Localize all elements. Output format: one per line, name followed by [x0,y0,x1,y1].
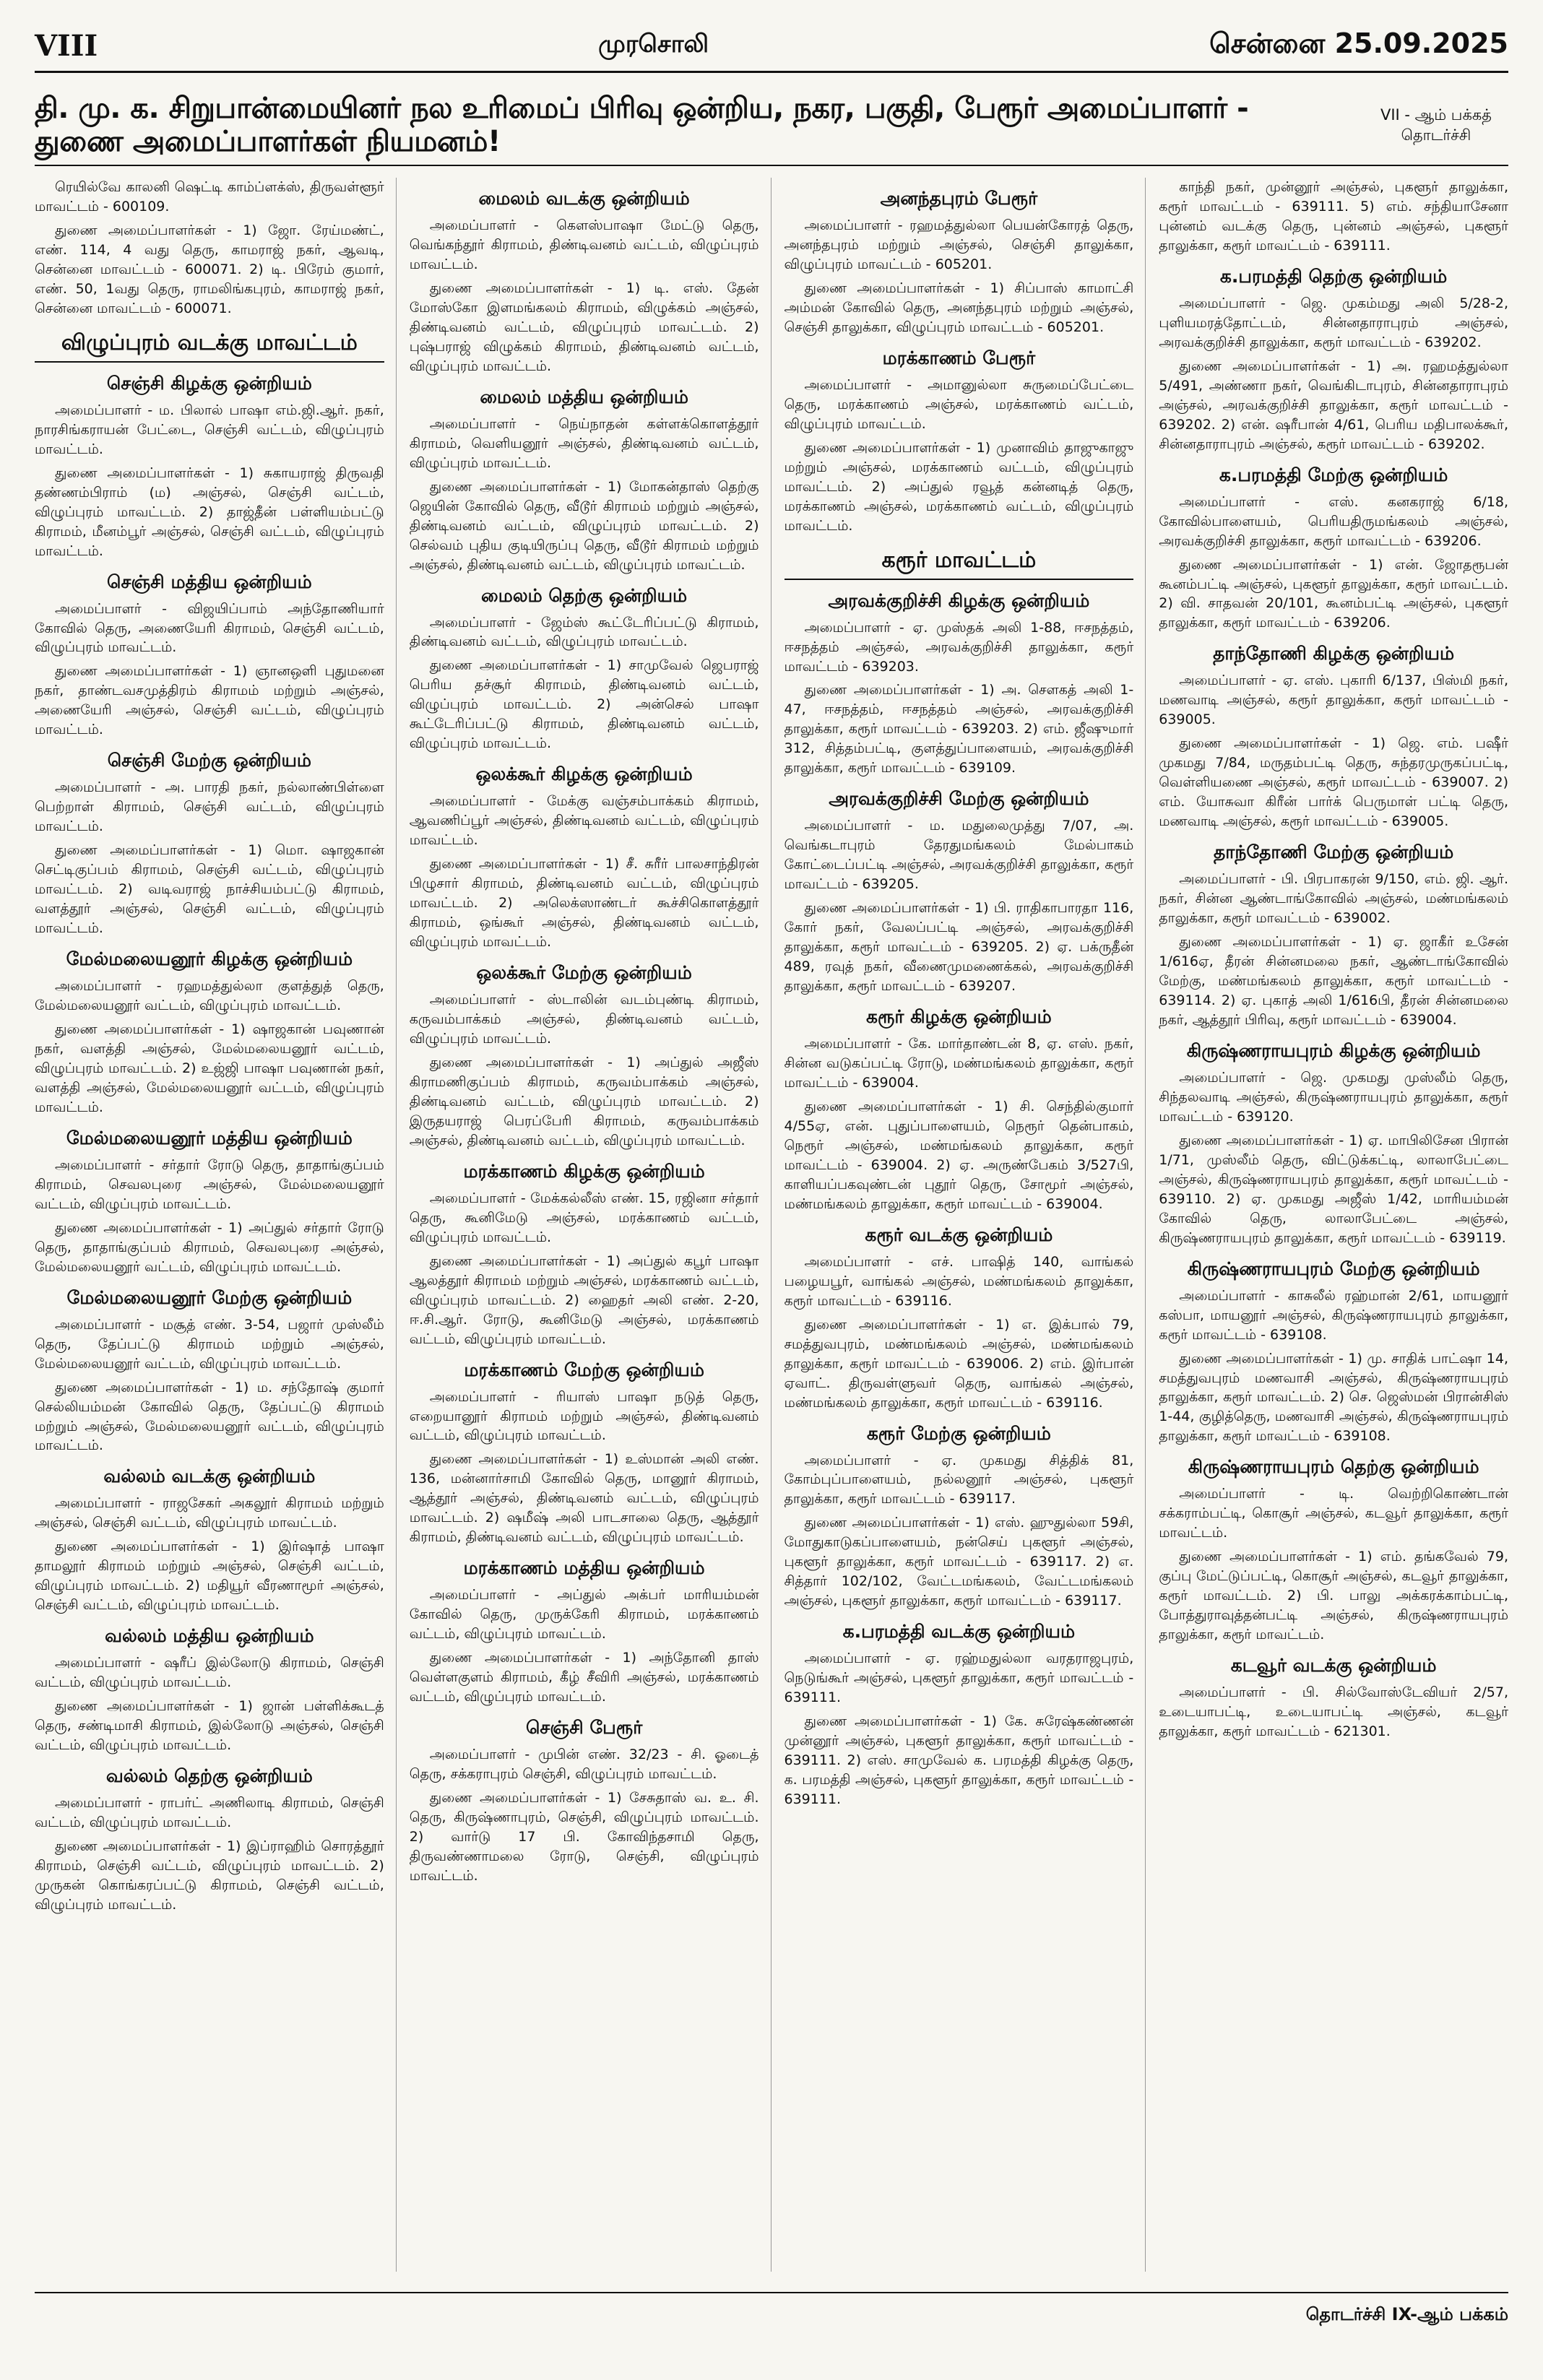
union-heading: கடவூர் வடக்கு ஒன்றியம் [1230,1655,1437,1676]
union-heading: கரூர் மேற்கு ஒன்றியம் [866,1422,1051,1444]
appointment-entry: துணை அமைப்பாளர்கள் - 1) சிப்பாஸ் காமாட்சி அம்மன் கோவில் தெரு, அனந்தபுரம் மற்றும் அஞ்சல், செஞ்சி தாலுக்கா, விழுப்புரம் மாவட்டம் - 605201. [784,280,1134,335]
union-heading: செஞ்சி மேற்கு ஒன்றியம் [107,750,312,771]
headline-row [35,85,1508,166]
article-column [410,178,772,2272]
appointment-entry: அமைப்பாளர் - கே. மார்தாண்டன் 8, ஏ. எஸ். நகர், சின்ன வடுகப்பட்டி ரோடு, மண்மங்கலம் தாலுக்கா, கரூர் மாவட்டம் - 639004. [784,1036,1134,1091]
appointment-entry: துணை அமைப்பாளர்கள் - 1) அப்துல் கபூர் பாஷா ஆலத்தூர் கிராமம் மற்றும் அஞ்சல், மரக்காணம் வட்டம், விழுப்புரம் மாவட்டம். 2) ஹைதர் அலி எண். 2-20, ஈ.சி.ஆர். ரோடு, கூனிமேடு அஞ்சல், மரக்காணம் வட்டம், விழுப்புரம் மாவட்டம். [409,1252,759,1347]
appointment-entry: அமைப்பாளர் - மேக்கல்லீஸ் எண். 15, ரஜினா சர்தார் தெரு, கூனிமேடு அஞ்சல், மரக்காணம் வட்டம், விழுப்புரம் மாவட்டம். [409,1190,759,1245]
masthead [35,20,1508,73]
appointment-entry: துணை அமைப்பாளர்கள் - 1) எ. இக்பால் 79, சமத்துவபுரம், மண்மங்கலம் அஞ்சல், மண்மங்கலம் தாலுக்கா, கரூர் மாவட்டம் - 639006. 2) எம். இர்பான் ஏவாட். திருவள்ளுவர் தெரு, வாங்கல் அஞ்சல், மண்மங்கலம் தாலுக்கா, கரூர் மாவட்டம் - 639116. [784,1316,1134,1411]
appointment-entry: துணை அமைப்பாளர்கள் - 1) டி. எஸ். தேன் மோஸ்கோ இளமங்கலம் கிராமம், விழுக்கம் அஞ்சல், திண்டிவனம் வட்டம், விழுப்புரம் மாவட்டம். 2) புஷ்பராஜ் விழுக்கம் கிராமம், திண்டிவனம் வட்டம், விழுப்புரம் மாவட்டம். [409,280,759,374]
appointment-entry: துணை அமைப்பாளர்கள் - 1) சாமுவேல் ஜெபராஜ் பெரிய தச்சூர் கிராமம், திண்டிவனம் வட்டம், விழுப்புரம் மாவட்டம். 2) அன்செல் பாஷா கூட்டேரிப்பட்டு கிராமம், திண்டிவனம் வட்டம், விழுப்புரம் மாவட்டம். [409,657,759,752]
appointment-entry: அமைப்பாளர் - ம. மதுலைமுத்து 7/07, அ. வெங்கடாபுரம் தேரதுமங்கலம் மேல்பாகம் கோட்டைப்பட்டி அஞ்சல், அரவக்குறிச்சி தாலுக்கா, கரூர் மாவட்டம் - 639205. [784,818,1134,893]
appointment-entry: அமைப்பாளர் - ஏ. எஸ். புகாரி 6/137, பிஸ்மி நகர், மணவாடி அஞ்சல், கரூர் தாலுக்கா, கரூர் மாவட்டம் - 639005. [1159,672,1508,728]
union-heading: க.பரமத்தி வடக்கு ஒன்றியம் [842,1621,1076,1643]
appointment-entry: துணை அமைப்பாளர்கள் - 1) உஸ்மான் அலி எண். 136, மன்னார்சாமி கோவில் தெரு, மானூர் கிராமம், ஆத்தூர் அஞ்சல், திண்டிவனம் வட்டம், விழுப்புரம் மாவட்டம். 2) ஷமீஷ் அலி பாடசாலை தெரு, ஆத்தூர் கிராமம், திண்டிவனம் வட்டம், விழுப்புரம் மாவட்டம். [409,1451,759,1546]
appointment-entry: துணை அமைப்பாளர்கள் - 1) எம். தங்கவேல் 79, குப்பு மேட்டுப்பட்டி, கொசூர் அஞ்சல், கடவூர் தாலுக்கா, கரூர் மாவட்டம். 2) பி. பாலு அக்கரக்காம்பட்டி, போத்துராவுத்தன்பட்டி அஞ்சல், கிருஷ்ணராயபுரம் தாலுக்கா, கரூர் மாவட்டம். [1159,1549,1508,1643]
appointment-entry: அமைப்பாளர் - அப்துல் அக்பர் மாரியம்மன் கோவில் தெரு, முருக்கேரி கிராமம், மரக்காணம் வட்டம், விழுப்புரம் மாவட்டம். [409,1587,759,1643]
appointment-entry: அமைப்பாளர் - ராபர்ட் அணிலாடி கிராமம், செஞ்சி வட்டம், விழுப்புரம் மாவட்டம். [35,1795,384,1831]
appointment-entry: துணை அமைப்பாளர்கள் - 1) ஜெ. எம். பஷீர் முகமது 7/84, மருதம்பட்டி தெரு, சுந்தரமுருகப்பட்டி, வெள்ளியணை அஞ்சல், கரூர் மாவட்டம் - 639007. 2) எம். யோசுவா கிரீன் பார்க் பெருமாள் பட்டி தெரு, மணவாடி அஞ்சல், கரூர் மாவட்டம் - 639005. [1159,735,1508,830]
appointment-entry: துணை அமைப்பாளர்கள் - 1) மோகன்தாஸ் தெற்கு ஜெயின் கோவில் தெரு, வீடூர் கிராமம் மற்றும் அஞ்சல், திண்டிவனம் வட்டம், விழுப்புரம் மாவட்டம். 2) செல்வம் புதிய குடியிருப்பு தெரு, வீடூர் கிராமம் மற்றும் அஞ்சல், திண்டிவனம் வட்டம், விழுப்புரம் மாவட்டம். [409,478,759,573]
appointment-entry: துணை அமைப்பாளர்கள் - 1) மு. சாதிக் பாட்ஷா 14, சமத்துவபுரம் மணவாசி அஞ்சல், கிருஷ்ணராயபுரம் தாலுக்கா, கரூர் மாவட்டம். 2) செ. ஜெஸ்மன் பிரான்சிஸ் 1-44, குழித்தெரு, மணவாசி அஞ்சல், கிருஷ்ணராயபுரம் தாலுக்கா, கரூர் மாவட்டம் - 639108. [1159,1350,1508,1445]
appointment-entry: அமைப்பாளர் - சர்தார் ரோடு தெரு, தாதாங்குப்பம் கிராமம், செவலபுரை அஞ்சல், மேல்மலையனூர் வட்டம், விழுப்புரம் மாவட்டம். [35,1156,384,1212]
appointment-entry: துணை அமைப்பாளர்கள் - 1) அ. ரஹமத்துல்லா 5/491, அண்ணா நகர், வெங்கிடாபுரம், சின்னதாராபுரம் அஞ்சல், அரவக்குறிச்சி தாலுக்கா, கரூர் மாவட்டம் - 639202. 2) என். ஷரீபான் 4/61, பெரிய மதிபாலக்கூர், சின்னதாராபுரம் அஞ்சல், கரூர் மாவட்டம் - 639202. [1159,358,1508,452]
appointment-entry: அமைப்பாளர் - ஷரீப் இல்லோடு கிராமம், செஞ்சி வட்டம், விழுப்புரம் மாவட்டம். [35,1655,384,1691]
union-heading: கரூர் வடக்கு ஒன்றியம் [865,1224,1053,1245]
appointment-entry: துணை அமைப்பாளர்கள் - 1) அ. செளகத் அலி 1-47, ஈசநத்தம், ஈசநத்தம் அஞ்சல், அரவக்குறிச்சி தாலுக்கா, கரூர் மாவட்டம் - 639203. 2) எம். ஜீஷுமார் 312, சித்தம்பட்டி, குளத்துப்பாளையம், அரவக்குறிச்சி தாலுக்கா, கரூர் மாவட்டம் - 639109. [784,682,1134,776]
union-heading: வல்லம் தெற்கு ஒன்றியம் [105,1765,313,1787]
union-heading: மரக்காணம் மேற்கு ஒன்றியம் [464,1359,704,1380]
appointment-entry: துணை அமைப்பாளர்கள் - 1) ஜோ. ரேய்மண்ட், எண். 114, 4 வது தெரு, காமராஜ் நகர், ஆவடி, சென்னை மாவட்டம் - 600071. 2) டி. பிரேம் குமார், எண். 50, 1வது தெரு, ராமலிங்கபுரம், காமராஜ் நகர், சென்னை மாவட்டம் - 600071. [35,222,384,316]
article-column [35,178,397,2272]
appointment-entry: அமைப்பாளர் - ஏ. முகமது சித்திக் 81, கோம்புப்பாளையம், நல்லனூர் அஞ்சல், புகளூர் தாலுக்கா, கரூர் மாவட்டம் - 639117. [784,1452,1134,1507]
appointment-entry: ரெயில்வே காலனி ஷெட்டி காம்ப்ளக்ஸ், திருவள்ளூர் மாவட்டம் - 600109. [35,179,384,215]
paper-name: முரசொலி [598,30,709,59]
union-heading: தாந்தோணி கிழக்கு ஒன்றியம் [1213,643,1455,665]
appointment-entry: அமைப்பாளர் - நெய்நாதன் கள்ளக்கொளத்தூர் கிராமம், வெளியனூர் அஞ்சல், திண்டிவனம் வட்டம், விழுப்புரம் மாவட்டம். [409,415,759,471]
appointment-entry: அமைப்பாளர் - ஜேம்ஸ் கூட்டேரிப்பட்டு கிராமம், திண்டிவனம் வட்டம், விழுப்புரம் மாவட்டம். [409,614,759,650]
appointment-entry: அமைப்பாளர் - ம. பிலால் பாஷா எம்.ஜி.ஆர். நகர், நாரசிங்கராயன் பேட்டை, செஞ்சி வட்டம், விழுப்புரம் மாவட்டம். [35,402,384,457]
union-heading: மேல்மலையனூர் மத்திய ஒன்றியம் [66,1127,353,1148]
appointment-entry: துணை அமைப்பாளர்கள் - 1) இர்ஷாத் பாஷா தாமலூர் கிராமம் மற்றும் அஞ்சல், செஞ்சி வட்டம், விழுப்புரம் மாவட்டம். 2) மதியூர் வீரணாமூர் அஞ்சல், செஞ்சி வட்டம், விழுப்புரம் மாவட்டம். [35,1539,384,1614]
appointment-entry: துணை அமைப்பாளர்கள் - 1) முனாவிம் தாஜுகாஜு மற்றும் அஞ்சல், மரக்காணம் வட்டம், விழுப்புரம் மாவட்டம். 2) அப்துல் ரவூத் கன்னடித் தெரு, மரக்காணம் அஞ்சல், மரக்காணம் வட்டம், விழுப்புரம் மாவட்டம். [784,439,1134,534]
union-heading: மேல்மலையனூர் கிழக்கு ஒன்றியம் [66,948,353,970]
appointment-entry: அமைப்பாளர் - அ. பாரதி நகர், நல்லாண்பிள்ளை பெற்றாள் கிராமம், செஞ்சி வட்டம், விழுப்புரம் மாவட்டம். [35,779,384,835]
appointment-entry: துணை அமைப்பாளர்கள் - 1) சீ. சுரீர் பாலசாந்திரன் பிழுசார் கிராமம், திண்டிவனம் வட்டம், விழுப்புரம் மாவட்டம். 2) அலெக்ஸாண்டர் கூச்சிகொளத்தூர் கிராமம், ஒங்கூர் அஞ்சல், திண்டிவனம் வட்டம், விழுப்புரம் மாவட்டம். [409,856,759,951]
appointment-entry: அமைப்பாளர் - பி. சில்வோஸ்டேவியர் 2/57, உடையாபட்டி, உடையாபட்டி அஞ்சல், கடவூர் தாலுக்கா, கரூர் மாவட்டம் - 621301. [1159,1684,1508,1740]
continuation-note: VII - ஆம் பக்கத் தொடர்ச்சி [1380,105,1492,144]
appointment-entry: அமைப்பாளர் - காசுலீல் ரஹ்மான் 2/61, மாயனூர் கஸ்பா, மாயனூர் அஞ்சல், கிருஷ்ணராயபுரம் தாலுக்கா, கரூர் மாவட்டம் - 639108. [1159,1287,1508,1343]
appointment-entry: அமைப்பாளர் - எஸ். கனகராஜ் 6/18, கோவில்பாளையம், பெரியதிருமங்கலம் அஞ்சல், அரவக்குறிச்சி தாலுக்கா, கரூர் மாவட்டம் - 639206. [1159,493,1508,549]
appointment-entry: துணை அமைப்பாளர்கள் - 1) அப்துல் சர்தார் ரோடு தெரு, தாதாங்குப்பம் கிராமம், செவலபுரை அஞ்சல், மேல்மலையனூர் வட்டம், விழுப்புரம் மாவட்டம். [35,1219,384,1275]
article-columns [35,178,1508,2272]
union-heading: க.பரமத்தி மேற்கு ஒன்றியம் [1219,464,1448,485]
appointment-entry: அமைப்பாளர் - மேக்கு வஞ்சம்பாக்கம் கிராமம், ஆவணிப்பூர் அஞ்சல், திண்டிவனம் வட்டம், விழுப்புரம் மாவட்டம். [409,793,759,849]
union-heading: அனந்தபுரம் பேரூர் [880,188,1038,209]
appointment-entry: அமைப்பாளர் - ஜெ. முகம்மது அலி 5/28-2, புளியமரத்தோட்டம், சின்னதாராபுரம் அஞ்சல், அரவக்குறிச்சி தாலுக்கா, கரூர் மாவட்டம் - 639202. [1159,295,1508,350]
appointment-entry: துணை அமைப்பாளர்கள் - 1) ஷாஜகான் பவுணான் நகர், வளத்தி அஞ்சல், மேல்மலையனூர் வட்டம், விழுப்புரம் மாவட்டம். 2) உஜ்ஜி பாஷா பவுணான் நகர், வளத்தி அஞ்சல், மேல்மலையனூர் வட்டம், விழுப்புரம் மாவட்டம். [35,1021,384,1115]
page-number: VIII [35,28,98,63]
appointment-entry: அமைப்பாளர் - மசூத் எண். 3-54, பஜார் முஸ்லீம் தெரு, தேப்பட்டு கிராமம் மற்றும் அஞ்சல், மேல்மலையனூர் வட்டம், விழுப்புரம் மாவட்டம். [35,1316,384,1372]
union-heading: வல்லம் மத்திய ஒன்றியம் [105,1625,314,1647]
appointment-entry: அமைப்பாளர் - விஜயிப்பாம் அந்தோணியார் கோவில் தெரு, அணையேரி கிராமம், செஞ்சி வட்டம், விழுப்புரம் மாவட்டம். [35,600,384,656]
appointment-entry: துணை அமைப்பாளர்கள் - 1) கே. சுரேஷ்கண்ணன் முன்னூர் அஞ்சல், புகளூர் தாலுக்கா, கரூர் மாவட்டம் - 639111. 2) எஸ். சாமுவேல் க. பரமத்தி கிழக்கு தெரு, க. பரமத்தி அஞ்சல், புகளூர் தாலுக்கா, கரூர் மாவட்டம் - 639111. [784,1713,1134,1808]
district-heading: கரூர் மாவட்டம் [785,548,1134,580]
appointment-entry: துணை அமைப்பாளர்கள் - 1) ஏ. ஜாகீர் உசேன் 1/616ஏ, தீரன் சின்னமலை நகர், ஆண்டாங்கோவில் மேற்கு, மண்மங்கலம் தாலுக்கா, கரூர் மாவட்டம் - 639114. 2) ஏ. புகாத் அலி 1/616பி, தீரன் சின்னமலை நகர், ஆத்தூர் பிரிவு, கரூர் மாவட்டம் - 639004. [1159,934,1508,1028]
article-column [785,178,1146,2272]
dateline: சென்னை 25.09.2025 [1209,27,1508,59]
union-heading: செஞ்சி கிழக்கு ஒன்றியம் [106,372,312,394]
appointment-entry: துணை அமைப்பாளர்கள் - 1) ம. சந்தோஷ் குமார் செல்லியம்மன் கோவில் தெரு, தேப்பட்டு கிராமம் மற்றும் அஞ்சல், மேல்மலையனூர் வட்டம், விழுப்புரம் மாவட்டம். [35,1379,384,1454]
union-heading: மைலம் மத்திய ஒன்றியம் [480,386,688,407]
appointment-entry: அமைப்பாளர் - அமானுல்லா சுருமைப்பேட்டை தெரு, மரக்காணம் அஞ்சல், மரக்காணம் வட்டம், விழுப்புரம் மாவட்டம். [784,376,1134,432]
union-heading: ஒலக்கூர் மேற்கு ஒன்றியம் [476,962,692,984]
union-heading: மைலம் வடக்கு ஒன்றியம் [478,188,690,209]
appointment-entry: துணை அமைப்பாளர்கள் - 1) சுகாயராஜ் திருவதி தண்ணம்பிராம் (ம) அஞ்சல், செஞ்சி வட்டம், விழுப்புரம் மாவட்டம். 2) தாஜ்தீன் பள்ளியம்பட்டு கிராமம், மீனம்பூர் அஞ்சல், செஞ்சி வட்டம், விழுப்புரம் மாவட்டம். [35,464,384,559]
appointment-entry: அமைப்பாளர் - ஸ்டாலின் வடம்புண்டி கிராமம், கருவம்பாக்கம் அஞ்சல், திண்டிவனம் வட்டம், விழுப்புரம் மாவட்டம். [409,992,759,1047]
union-heading: மேல்மலையனூர் மேற்கு ஒன்றியம் [66,1286,353,1308]
appointment-entry: துணை அமைப்பாளர்கள் - 1) ஏ. மாபிலிசேன பிரான் 1/71, முஸ்லீம் தெரு, விட்டுக்கட்டி, லாலாபேட்டை அஞ்சல், கிருஷ்ணராயபுரம் தாலுக்கா, கரூர் மாவட்டம் - 639110. 2) ஏ. முகமது அஜீஸ் 1/42, மாரியம்மன் கோவில் தெரு, லாலாபேட்டை அஞ்சல், கிருஷ்ணராயபுரம் தாலுக்கா, கரூர் மாவட்டம் - 639119. [1159,1132,1508,1246]
union-heading: செஞ்சி மத்திய ஒன்றியம் [107,571,312,592]
appointment-entry: அமைப்பாளர் - ஜெ. முகமது முஸ்லீம் தெரு, சிந்தலவாடி அஞ்சல், கிருஷ்ணராயபுரம் தாலுக்கா, கரூர் மாவட்டம் - 639120. [1159,1069,1508,1125]
appointment-entry: அமைப்பாளர் - ரஹமத்துல்லா பெயன்கோரத் தெரு, அனந்தபுரம் மற்றும் அஞ்சல், செஞ்சி தாலுக்கா, விழுப்புரம் மாவட்டம் - 605201. [784,217,1134,272]
appointment-entry: அமைப்பாளர் - ஏ. முஸ்தக் அலி 1-88, ஈசநத்தம், ஈசநத்தம் அஞ்சல், அரவக்குறிச்சி தாலுக்கா, கரூர் மாவட்டம் - 639203. [784,619,1134,675]
union-heading: கிருஷ்ணராயபுரம் மேற்கு ஒன்றியம் [1187,1258,1480,1279]
appointment-entry: துணை அமைப்பாளர்கள் - 1) சேசுதாஸ் வ. உ. சி. தெரு, கிருஷ்ணாபுரம், செஞ்சி, விழுப்புரம் மாவட்டம். 2) வார்டு 17 பி. கோவிந்தசாமி தெரு, திருவண்ணாமலை ரோடு, செஞ்சி, விழுப்புரம் மாவட்டம். [409,1790,759,1884]
continued-note: தொடர்ச்சி IX-ஆம் பக்கம் [1305,2303,1508,2324]
appointment-entry: அமைப்பாளர் - டி. வெற்றிகொண்டான் சக்கராம்பட்டி, கொசூர் அஞ்சல், கடவூர் தாலுக்கா, கரூர் மாவட்டம். [1159,1486,1508,1541]
appointment-entry: அமைப்பாளர் - ரஹமத்துல்லா குளத்துத் தெரு, மேல்மலையனூர் வட்டம், விழுப்புரம் மாவட்டம். [35,978,384,1014]
union-heading: செஞ்சி பேரூர் [525,1717,643,1739]
union-heading: க.பரமத்தி தெற்கு ஒன்றியம் [1219,265,1448,287]
union-heading: தாந்தோணி மேற்கு ஒன்றியம் [1213,841,1454,863]
appointment-entry: அமைப்பாளர் - எச். பாஷித் 140, வாங்கல் பழையபூர், வாங்கல் அஞ்சல், மண்மங்கலம் தாலுக்கா, கரூர் மாவட்டம் - 639116. [784,1253,1134,1309]
headline: தி. மு. க. சிறுபான்மையினர் நல உரிமைப் பிரிவு ஒன்றிய, நகர, பகுதி, பேரூர் அமைப்பாளர் - துணை அமைப்பாளர்கள் நியமனம்! [35,92,1249,158]
appointment-entry: அமைப்பாளர் - பி. பிரபாகரன் 9/150, எம். ஜி. ஆர். நகர், சின்ன ஆண்டாங்கோவில் அஞ்சல், மண்மங்கலம் தாலுக்கா, கரூர் மாவட்டம் - 639002. [1159,871,1508,927]
union-heading: ஒலக்கூர் கிழக்கு ஒன்றியம் [475,763,693,785]
appointment-entry: அமைப்பாளர் - கௌஸ்பாஷா மேட்டு தெரு, வெங்கந்தூர் கிராமம், திண்டிவனம் வட்டம், விழுப்புரம் மாவட்டம். [409,217,759,272]
union-heading: மரக்காணம் மத்திய ஒன்றியம் [463,1557,705,1579]
union-heading: கரூர் கிழக்கு ஒன்றியம் [865,1006,1052,1028]
union-heading: மைலம் தெற்கு ஒன்றியம் [481,584,688,606]
appointment-entry: காந்தி நகர், முன்னூர் அஞ்சல், புகளூர் தாலுக்கா, கரூர் மாவட்டம் - 639111. 5) எம். சந்தியாசேனா புன்னம் வடக்கு தெரு, புன்னம் அஞ்சல், புகளூர் தாலுக்கா, கரூர் மாவட்டம் - 639111. [1159,179,1508,254]
appointment-entry: துணை அமைப்பாளர்கள் - 1) சி. செந்தில்குமார் 4/55ஏ, என். புதுப்பாளையம், நெரூர் தென்பாகம், நெரூர் அஞ்சல், மண்மங்கலம் தாலுக்கா, கரூர் மாவட்டம் - 639004. 2) ஏ. அருண்பேகம் 3/527பி, காளியப்பகவுண்டன் புதூர் தெரு, சோமூர் அஞ்சல், மண்மங்கலம் தாலுக்கா, கரூர் மாவட்டம் - 639004. [784,1098,1134,1212]
appointment-entry: துணை அமைப்பாளர்கள் - 1) பி. ராதிகாபாரதா 116, கோர் நகர், வேலப்பட்டி அஞ்சல், அரவக்குறிச்சி தாலுக்கா, கரூர் மாவட்டம் - 639205. 2) ஏ. பக்ருதீன் 489, ரவுத் நகர், வீணைமுமணைக்கல், அரவக்குறிச்சி தாலுக்கா, கரூர் மாவட்டம் - 639207. [784,900,1134,995]
appointment-entry: துணை அமைப்பாளர்கள் - 1) ஜான் பள்ளிக்கூடத் தெரு, சண்டிமாசி கிராமம், இல்லோடு அஞ்சல், செஞ்சி வட்டம், விழுப்புரம் மாவட்டம். [35,1698,384,1754]
appointment-entry: துணை அமைப்பாளர்கள் - 1) இப்ராஹிம் சொரத்தூர் கிராமம், செஞ்சி வட்டம், விழுப்புரம் மாவட்டம். 2) முருகன் கொங்கரப்பட்டு கிராமம், செஞ்சி வட்டம், விழுப்புரம் மாவட்டம். [35,1838,384,1913]
appointment-entry: துணை அமைப்பாளர்கள் - 1) எஸ். ஹுதுல்லா 59சி, மோதுகாடுகப்பாளையம், நன்செய் புகளூர் அஞ்சல், புகளூர் தாலுக்கா, கரூர் மாவட்டம் - 639117. 2) எ. சித்தார் 102/102, வேட்டமங்கலம், வேட்டமங்கலம் அஞ்சல், புகளூர் தாலுக்கா, கரூர் மாவட்டம் - 639117. [784,1515,1134,1609]
union-heading: கிருஷ்ணராயபுரம் தெற்கு ஒன்றியம் [1188,1456,1479,1478]
appointment-entry: அமைப்பாளர் - ஏ. ரஹ்மதுல்லா வரதராஜபுரம், நெடுங்கூர் அஞ்சல், புகளூர் தாலுக்கா, கரூர் மாவட்டம் - 639111. [784,1650,1134,1706]
district-heading: விழுப்புரம் வடக்கு மாவட்டம் [35,330,384,363]
union-heading: மரக்காணம் பேரூர் [882,347,1036,368]
page-footer [35,2292,1508,2337]
union-heading: அரவக்குறிச்சி மேற்கு ஒன்றியம் [829,788,1089,810]
appointment-entry: அமைப்பாளர் - முபின் எண். 32/23 - சி. ஓடைத் தெரு, சக்கராபுரம் செஞ்சி, விழுப்புரம் மாவட்டம். [409,1747,759,1783]
appointment-entry: அமைப்பாளர் - ரியாஸ் பாஷா நடுத் தெரு, எறையானூர் கிராமம் மற்றும் அஞ்சல், திண்டிவனம் வட்டம், விழுப்புரம் மாவட்டம். [409,1388,759,1444]
union-heading: வல்லம் வடக்கு ஒன்றியம் [103,1466,316,1487]
appointment-entry: துணை அமைப்பாளர்கள் - 1) மொ. ஷாஜகான் செட்டிகுப்பம் கிராமம், செஞ்சி வட்டம், விழுப்புரம் மாவட்டம். 2) வடிவராஜ் நாச்சியம்பட்டு கிராமம், வளத்தூர் அஞ்சல், செஞ்சி வட்டம், விழுப்புரம் மாவட்டம். [35,842,384,937]
union-heading: மரக்காணம் கிழக்கு ஒன்றியம் [463,1160,705,1182]
union-heading: கிருஷ்ணராயபுரம் கிழக்கு ஒன்றியம் [1186,1039,1481,1061]
appointment-entry: துணை அமைப்பாளர்கள் - 1) ஞானஒளி புதுமனை நகர், தாண்டவசமுத்திரம் கிராமம் மற்றும் அஞ்சல், அணையேரி அஞ்சல், செஞ்சி வட்டம், விழுப்புரம் மாவட்டம். [35,663,384,738]
union-heading: அரவக்குறிச்சி கிழக்கு ஒன்றியம் [828,589,1090,611]
appointment-entry: துணை அமைப்பாளர்கள் - 1) அந்தோனி தாஸ் வெள்ளகுளம் கிராமம், கீழ் சீவிரி அஞ்சல், மரக்காணம் வட்டம், விழுப்புரம் மாவட்டம். [409,1650,759,1705]
appointment-entry: துணை அமைப்பாளர்கள் - 1) என். ஜோதரூபன் கூனம்பட்டி அஞ்சல், புகளூர் தாலுக்கா, கரூர் மாவட்டம். 2) வி. சாதவன் 20/101, கூனம்பட்டி அஞ்சல், புகளூர் தாலுக்கா, கரூர் மாவட்டம் - 639206. [1159,556,1508,631]
article-column [1159,178,1508,2272]
appointment-entry: துணை அமைப்பாளர்கள் - 1) அப்துல் அஜீஸ் கிராமணிகுப்பம் கிராமம், கருவம்பாக்கம் அஞ்சல், திண்டிவனம் வட்டம், விழுப்புரம் மாவட்டம். 2) இருதயராஜ் பெரப்பேரி கிராமம், கருவம்பாக்கம் அஞ்சல், திண்டிவனம் வட்டம், விழுப்புரம் மாவட்டம். [409,1054,759,1148]
appointment-entry: அமைப்பாளர் - ராஜசேகர் அகலூர் கிராமம் மற்றும் அஞ்சல், செஞ்சி வட்டம், விழுப்புரம் மாவட்டம். [35,1495,384,1531]
